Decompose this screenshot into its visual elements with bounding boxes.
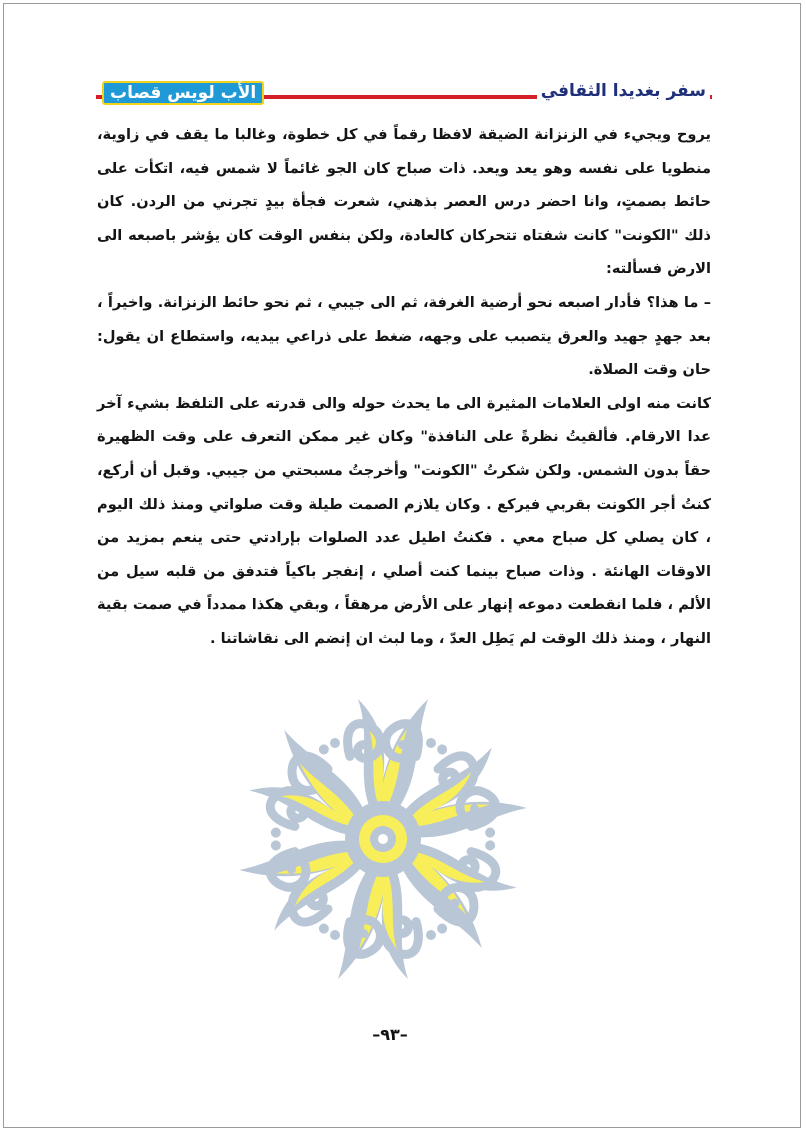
paragraph-2: – ما هذا؟ فأدار اصبعه نحو أرضية الغرفة، ثم الى جيبي ، ثم نحو حائط الزنزانة. واخيراً ، بعد جهدٍ جهيد والعرق يتصبب على وجهه، ضغط على ذراعي بيديه، واستطاع ان يقول: حان وقت الصلاة. [97, 293, 711, 379]
page-number: –٩٣– [372, 1025, 408, 1044]
book-title: سفر بغديدا الثقافي [537, 80, 710, 102]
floral-ornament [238, 678, 528, 1000]
author-badge: الأب لويس قصاب [102, 81, 264, 105]
paragraph-3: كانت منه اولى العلامات المثيرة الى ما يحدث حوله والى قدرته على التلفظ بشيء آخر عدا الارقام. فألقيتُ نظرةً على النافذة" وكان غير ممكن التعرف على وقت الظهيرة حقاً بدون الشمس. ولكن شكرتُ "الكونت" وأخرجتُ مسبحتي من جيبي. وقبل أن أركع، كنتُ أجر الكونت بقربي فيركع . وكان يلازم الصمت طيلة وقت صلواتي ومنذ ذلك اليوم ، كان يصلي كل صباح معي . فكنتُ اطيل عدد الصلوات بإرادتي حتى ينعم بمزيد من الاوقات الهانئة . وذات صباح بينما كنت أصلي ، إنفجر باكياً فتدفق من قلبه سيل من الألم ، فلما انقطعت دموعه إنهار على الأرض مرهقاً ، وبقي هكذا ممدداً في صمت بقية النهار ، ومنذ ذلك الوقت لم يَطِل العدّ ، وما لبث ان إنضم الى نقاشاتنا . [97, 394, 711, 647]
paragraph-1: يروح ويجيء في الزنزانة الضيقة لافظا رقماً في كل خطوة، وغالبا ما يقف في زاوية، منطويا على نفسه وهو يعد ويعد. ذات صباح كان الجو غائماً لا شمس فيه، اتكأت على حائط بصمتٍ، وانا احضر درس العصر بذهني، شعرت فجأة بيدٍ تجرني من الردن. كان ذلك "الكونت" كانت شفتاه تتحركان كالعادة، ولكن بنفس الوقت كان يؤشر باصبعه الى الارض فسألته: [97, 126, 711, 278]
body-text [97, 118, 711, 656]
running-header [96, 80, 712, 106]
